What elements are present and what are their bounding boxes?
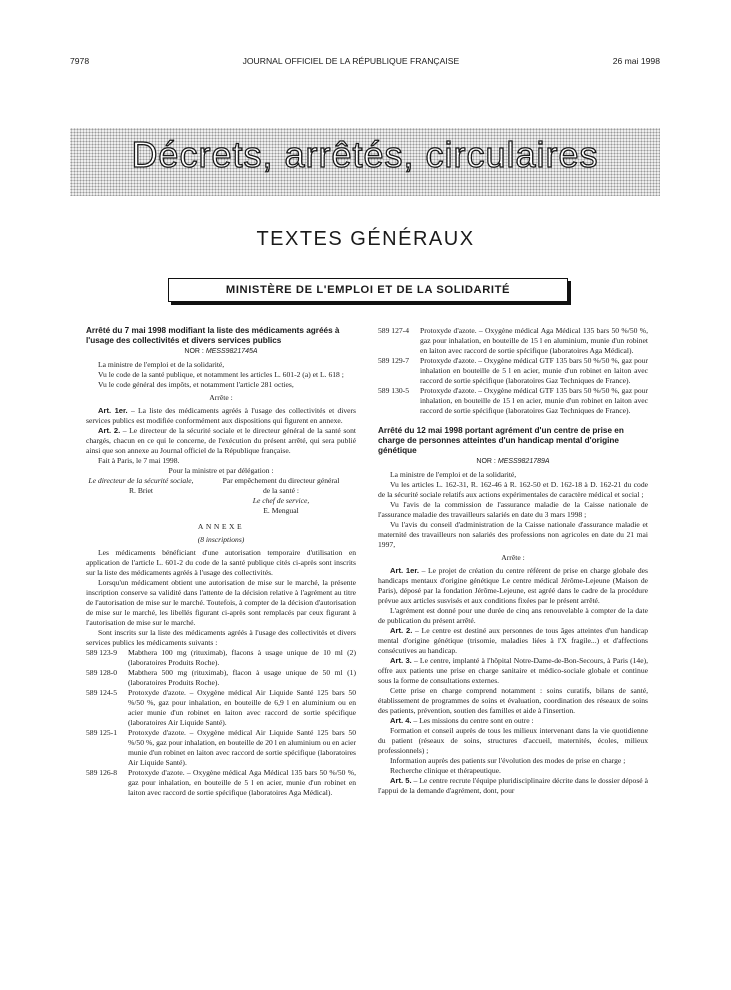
nor-code: MESS9821789A xyxy=(497,458,550,465)
paragraph: La ministre de l'emploi et de la solidarité, xyxy=(390,470,517,479)
paragraph: Vu le code de la santé publique, et notamment les articles L. 601-2 (a) et L. 618 ; xyxy=(98,370,344,379)
left-column xyxy=(86,326,356,798)
right-column xyxy=(378,326,648,796)
signature-1: Le directeur de la sécurité sociale, R. Briet xyxy=(88,476,194,495)
list-item: 589 127-4 Protoxyde d'azote. – Oxygène médical Aga Médical 135 bars 50 %/50 %, gaz pour inhalation, en bouteille de 15 l en aluminium, munie d'un robinet en laiton avec raccord de sortie spécifique (laboratoires Aga Médical). xyxy=(378,326,648,355)
nor-reference: NOR : MESS9821745A xyxy=(184,348,258,355)
paragraph: L'agrément est donné pour une durée de cinq ans renouvelable à compter de la date de publication du présent arrêté. xyxy=(378,606,648,625)
inscriptions-count: (8 inscriptions) xyxy=(197,535,245,544)
decree-title: Arrêté du 12 mai 1998 portant agrément d'un centre de prise en charge de personnes atteintes d'un handicap mental d'origine génétique xyxy=(378,426,624,455)
paragraph: Recherche clinique et thérapeutique. xyxy=(390,766,501,775)
nor-reference: NOR : MESS9821789A xyxy=(476,458,550,465)
article-2: Art. 2. – Le directeur de la sécurité sociale et le directeur général de la santé sont chargés, chacun en ce qui le concerne, de l'exécution du présent arrêté, qui sera publié ainsi que son annexe au Journal officiel de la République française. xyxy=(86,426,356,455)
section-title: TEXTES GÉNÉRAUX xyxy=(256,228,475,250)
arrete-heading: Arrête : xyxy=(501,553,525,562)
fait-a: Fait à Paris, le 7 mai 1998. xyxy=(98,456,180,465)
page-number: 7978 xyxy=(70,56,90,66)
article-4: Art. 4. – Les missions du centre sont en outre : xyxy=(390,716,534,725)
list-item: 589 123-9 Mabthera 100 mg (rituximab), flacons à usage unique de 10 ml (2) (laboratoires Produits Roche). xyxy=(86,648,356,667)
section-banner xyxy=(70,128,660,196)
banner-title: Décrets, arrêtés, circulaires xyxy=(131,134,599,175)
signatures xyxy=(86,476,356,516)
journal-title: JOURNAL OFFICIEL DE LA RÉPUBLIQUE FRANÇAISE xyxy=(242,56,460,66)
arrete-heading: Arrête : xyxy=(209,393,233,402)
list-item: 589 128-0 Mabthera 500 mg (rituximab), flacon à usage unique de 50 ml (1) (laboratoires Produits Roche). xyxy=(86,668,356,687)
list-item: 589 124-5 Protoxyde d'azote. – Oxygène médical Air Liquide Santé 125 bars 50 %/50 %, gaz pour inhalation, en bouteille de 6,9 l en aluminium ou en acier munie d'un robinet en laiton avec raccord de sortie spécifique (laboratoires Air Liquide Santé). xyxy=(86,688,356,727)
article-1: Art. 1er. – La liste des médicaments agréés à l'usage des collectivités et divers services publics est modifiée conformément aux dispositions qui figurent en annexe. xyxy=(86,406,357,425)
paragraph: Sont inscrits sur la liste des médicaments agréés à l'usage des collectivités et divers services publics les médicaments suivants : xyxy=(86,628,356,647)
annex-heading: ANNEXE xyxy=(197,522,245,531)
signatory-name: E. Mengual xyxy=(263,506,299,515)
signature-2: Par empêchement du directeur général de la santé : Le chef de service, E. Mengual xyxy=(222,476,340,515)
paragraph: La ministre de l'emploi et de la solidarité, xyxy=(98,360,225,369)
paragraph: Formation et conseil auprès de tous les milieux intervenant dans la vie quotidienne du patient (réseaux de soins, structures d'accueil, maternités, écoles, milieux professionnels) ; xyxy=(378,726,648,755)
nor-code: MESS9821745A xyxy=(205,348,258,355)
article-2: Art. 2. – Le centre est destiné aux personnes de tous âges atteintes d'un handicap mental d'origine génétique (trisomie, maladies liées à l'X fragile...) et d'affections consécutives au handicap. xyxy=(378,626,648,655)
paragraph: Vu les articles L. 162-31, R. 162-46 à R. 162-50 et D. 162-18 à D. 162-21 du code de la sécurité sociale relatifs aux actions expérimentales de caractère médical et social ; xyxy=(378,480,648,499)
paragraph: Information auprès des patients sur l'évolution des modes de prise en charge ; xyxy=(390,756,626,765)
decree-title: Arrêté du 7 mai 1998 modifiant la liste des médicaments agréés à l'usage des collectivités et divers services publics xyxy=(86,326,340,345)
medication-list xyxy=(378,326,648,416)
list-item: 589 125-1 Protoxyde d'azote. – Oxygène médical Air Liquide Santé 125 bars 50 %/50 %, gaz pour inhalation, en bouteille de 20 l en aluminium ou en acier munie d'un robinet en laiton avec raccord de sortie spécifique (laboratoires Air Liquide Santé). xyxy=(86,728,356,767)
medication-list xyxy=(86,648,356,798)
paragraph: Les médicaments bénéficiant d'une autorisation temporaire d'utilisation en application de l'article L. 601-2 du code de la santé publique cités ci-après sont inscrits sur la liste des médicaments agréés à l'usage des collectivités. xyxy=(86,548,356,577)
list-item: 589 129-7 Protoxyde d'azote. – Oxygène médical GTF 135 bars 50 %/50 %, gaz pour inhalation en bouteille de 5 l en acier, munie d'un robinet en laiton avec raccord de sortie spécifique (laboratoires Gaz Techniques de France). xyxy=(378,356,648,385)
ministry-box: MINISTÈRE DE L'EMPLOI ET DE LA SOLIDARITÉ xyxy=(168,278,568,302)
paragraph: Vu l'avis de la commission de l'assurance maladie de la Caisse nationale de l'assurance maladie des travailleurs salariés en date du 3 mars 1998 ; xyxy=(378,500,648,519)
signatory-name: R. Briet xyxy=(128,486,154,495)
article-1: Art. 1er. – Le projet de création du centre référent de prise en charge globale des handicaps mentaux d'origine génétique Le centre médical Jérôme-Lejeune (Maison de Paris), déposé par la fondation Jérôme-Lejeune, est agréé dans le cadre de la procédure prévue aux articles susvisés et aux conditions fixées par le présent arrêté. xyxy=(378,566,649,605)
paragraph: Vu le code général des impôts, et notamment l'article 281 octies, xyxy=(98,380,294,389)
issue-date: 26 mai 1998 xyxy=(612,56,660,66)
paragraph: Cette prise en charge comprend notamment : soins curatifs, bilans de santé, établissement de programmes de soins et évaluation, coordination des réseaux de soins des patients, prévention, soutien des familles et aide à l'insertion. xyxy=(378,686,648,715)
article-3: Art. 3. – Le centre, implanté à l'hôpital Notre-Dame-de-Bon-Secours, à Paris (14e), offre aux patients une prise en charge sanitaire et médico-sociale globale et continue sous la forme de consultations externes. xyxy=(378,656,648,685)
list-item: 589 130-5 Protoxyde d'azote. – Oxygène médical GTF 135 bars 50 %/50 %, gaz pour inhalation, en bouteille de 15 l en acier, munie d'un robinet en laiton avec raccord de sortie spécifique (laboratoires Gaz Techniques de France). xyxy=(378,386,648,415)
article-5: Art. 5. – Le centre recrute l'équipe pluridisciplinaire décrite dans le dossier déposé à l'appui de la demande d'agrément, dont, pour xyxy=(378,776,648,795)
page-header xyxy=(70,56,660,66)
delegation: Pour la ministre et par délégation : xyxy=(168,466,274,475)
list-item: 589 126-8 Protoxyde d'azote. – Oxygène médical Aga Médical 135 bars 50 %/50 %, gaz pour inhalation, en bouteille de 5 l en acier, munie d'un robinet en laiton avec raccord de sortie spécifique (laboratoires Aga Médical). xyxy=(86,768,356,797)
paragraph: Vu l'avis du conseil d'administration de la Caisse nationale d'assurance maladie et maternité des travailleurs non salariés des professions non agricoles en date du 21 mai 1997, xyxy=(378,520,648,549)
paragraph: Lorsqu'un médicament obtient une autorisation de mise sur le marché, la présente inscription conserve sa validité dans l'attente de la décision relative à l'agrément au titre de l'autorisation de mise sur le marché. Toutefois, à compter de la décision d'autorisation de mise sur le marché, les libellés figurant ci-après sont remplacés par ceux figurant à l'autorisation de mise sur le marché. xyxy=(86,578,356,627)
